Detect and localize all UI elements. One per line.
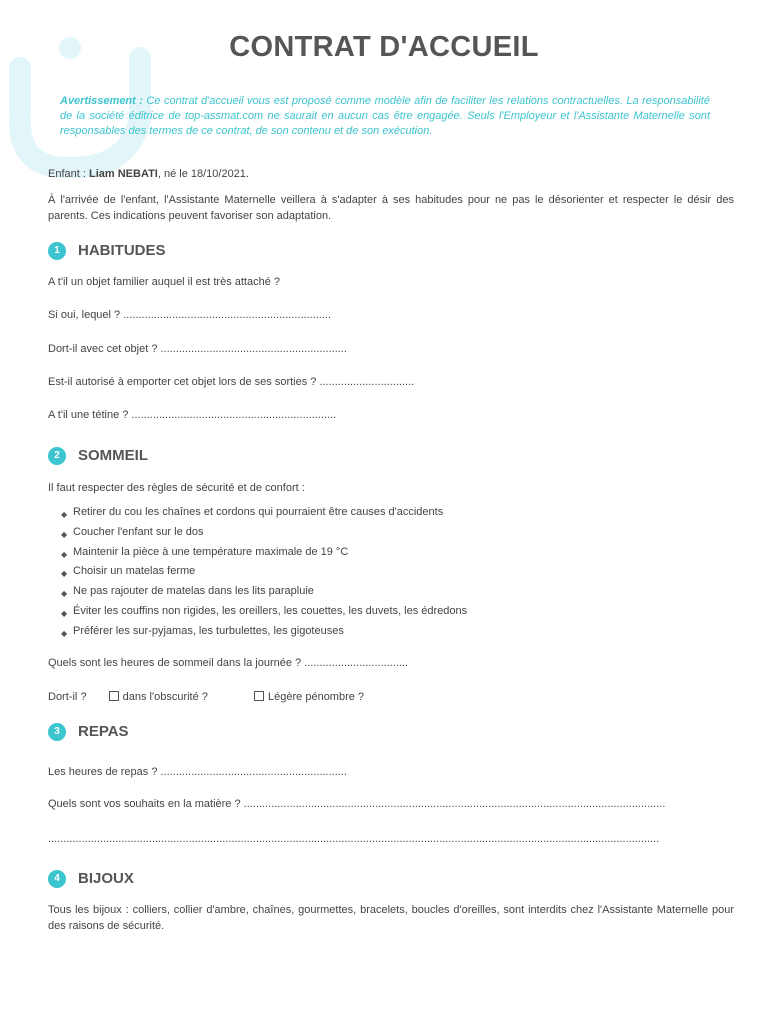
list-item bbox=[48, 604, 467, 624]
bullet-icon: ◆ bbox=[61, 628, 68, 638]
bullet-icon: ◆ bbox=[61, 529, 68, 539]
dim-light-checkbox[interactable] bbox=[254, 691, 264, 701]
list-item-text: Ne pas rajouter de matelas dans les lits parapluie bbox=[73, 585, 314, 598]
list-item-text: Préférer les sur-pyjamas, les turbulettes, les gigoteuses bbox=[73, 624, 344, 637]
section-title: HABITUDES bbox=[78, 242, 166, 259]
bullet-icon: ◆ bbox=[61, 569, 68, 579]
section-title: SOMMEIL bbox=[78, 447, 148, 464]
meal-wishes-line: ........................................................................................................................................................................................................ bbox=[48, 833, 660, 845]
section-number-badge: 3 bbox=[48, 723, 66, 741]
section-number-badge: 1 bbox=[48, 242, 66, 260]
list-item-text: Choisir un matelas ferme bbox=[73, 565, 196, 578]
jewelry-paragraph: Tous les bijoux : colliers, collier d'ambre, chaînes, gourmettes, bracelets, boucles d'oreilles, sont interdits chez l'Assistante Maternelle pour des raisons de sécurité. bbox=[48, 904, 734, 932]
bullet-icon: ◆ bbox=[61, 608, 68, 618]
list-item bbox=[48, 624, 467, 644]
bullet-icon: ◆ bbox=[61, 589, 68, 599]
list-item-text: Retirer du cou les chaînes et cordons qui pourraient être causes d'accidents bbox=[73, 506, 444, 518]
dark-checkbox[interactable] bbox=[109, 691, 119, 701]
list-item bbox=[48, 564, 467, 584]
warning-notice bbox=[60, 94, 710, 140]
section-title: BIJOUX bbox=[78, 870, 134, 887]
list-item bbox=[48, 584, 467, 604]
question-familiar-object: A t'il un objet familier auquel il est très attaché ? bbox=[48, 276, 281, 288]
child-name: Liam NEBATI bbox=[88, 168, 158, 180]
dim-light-option-label: Légère pénombre ? bbox=[268, 691, 365, 703]
list-item bbox=[48, 545, 467, 565]
list-item bbox=[48, 525, 467, 545]
warning-label: Avertissement : bbox=[60, 95, 143, 107]
sleep-rules-intro: Il faut respecter des règles de sécurité et de confort : bbox=[48, 482, 305, 494]
section-title: REPAS bbox=[78, 723, 129, 740]
document-title: CONTRAT D'ACCUEIL bbox=[229, 31, 539, 63]
bullet-icon: ◆ bbox=[61, 510, 68, 519]
sleeps-label: Dort-il ? bbox=[48, 691, 87, 703]
warning-text: Ce contrat d'accueil vous est proposé comme modèle afin de faciliter les relations contractuelles. La responsabilité de la société éditrice de top-assmat.com ne saurait en aucun cas être engagée. Seuls l'Employeur et l'Assistante Maternelle sont responsables des termes de ce contrat, de son contenu et de son exécution. bbox=[60, 95, 710, 138]
child-suffix: , né le 18/10/2021. bbox=[157, 168, 249, 180]
question-meal-wishes: Quels sont vos souhaits en la matière ? .......................................................................................................................................... bbox=[48, 798, 666, 810]
list-item bbox=[48, 505, 467, 525]
sleep-rules-list bbox=[48, 505, 467, 644]
child-info bbox=[48, 167, 249, 183]
list-item-text: Éviter les couffins non rigides, les oreillers, les couettes, les duvets, les édredons bbox=[73, 604, 468, 617]
dark-option-label: dans l'obscurité ? bbox=[122, 691, 208, 703]
question-sleeps-in bbox=[48, 690, 364, 706]
question-sleep-hours: Quels sont les heures de sommeil dans la journée ? .................................. bbox=[48, 657, 409, 669]
list-item-text: Maintenir la pièce à une température maximale de 19 °C bbox=[73, 545, 349, 558]
intro-paragraph: À l'arrivée de l'enfant, l'Assistante Maternelle veillera à s'adapter à ses habitudes pour ne pas le désorienter et respecter le désir des parents. Ces indications peuvent favoriser son adaptation. bbox=[48, 194, 734, 222]
question-which-object: Si oui, lequel ? .................................................................... bbox=[48, 309, 332, 321]
section-number-badge: 2 bbox=[48, 447, 66, 465]
question-pacifier: A t'il une tétine ? ................................................................... bbox=[48, 409, 337, 421]
question-meal-hours: Les heures de repas ? ............................................................. bbox=[48, 766, 347, 778]
list-item-text: Coucher l'enfant sur le dos bbox=[73, 525, 204, 538]
question-sleeps-with-object: Dort-il avec cet objet ? ............................................................. bbox=[48, 343, 347, 355]
question-take-object-out: Est-il autorisé à emporter cet objet lors de ses sorties ? ............................... bbox=[48, 376, 415, 388]
bullet-icon: ◆ bbox=[61, 549, 68, 559]
child-prefix: Enfant : bbox=[48, 168, 89, 180]
section-number-badge: 4 bbox=[48, 870, 66, 888]
